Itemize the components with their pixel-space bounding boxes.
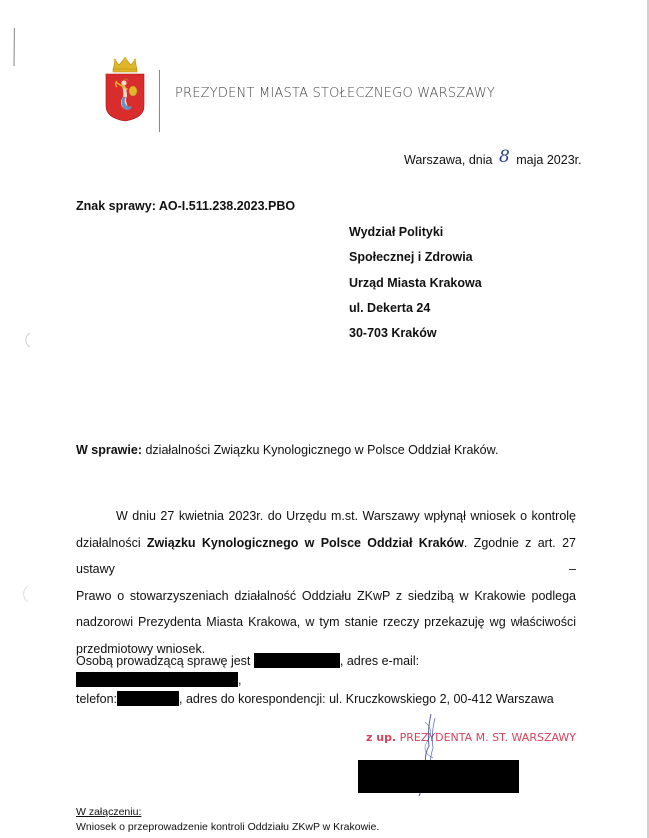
- stamp-text: PREZYDENTA M. ST. WARSZAWY: [399, 731, 576, 744]
- contact-text: Osobą prowadzącą sprawę jest: [76, 654, 251, 668]
- scan-artifact-mark: [13, 28, 16, 66]
- warsaw-coat-of-arms-logo: [103, 56, 147, 122]
- recipient-line: Społecznej i Zdrowia: [349, 250, 473, 265]
- contact-text: , adres do korespondencji: ul. Kruczkowskiego 2, 00-412 Warszawa: [179, 692, 554, 706]
- redaction-block-email: [76, 672, 238, 687]
- recipient-line: Urząd Miasta Krakowa: [349, 275, 482, 290]
- redaction-block-name: [254, 653, 340, 668]
- body-line: W dniu 27 kwietnia 2023r. do Urzędu m.st. Warszawy wpłynął wniosek o kontrolę: [116, 509, 576, 523]
- recipient-address: [349, 220, 482, 346]
- date-prefix: Warszawa, dnia: [404, 153, 493, 167]
- recipient-line: 30-703 Kraków: [349, 326, 437, 341]
- letter-body: [76, 503, 576, 663]
- header-divider: [159, 70, 160, 132]
- contact-text: , adres e-mail:: [339, 654, 420, 668]
- body-text: . Zgodnie z art. 27 ustawy –: [76, 535, 576, 577]
- recipient-line: Wydział Polityki: [349, 225, 444, 239]
- issuer-name: PREZYDENT MIASTA STOŁECZNEGO WARSZAWY: [175, 86, 496, 101]
- body-text: działalności: [76, 535, 147, 550]
- subject-label: W sprawie:: [76, 443, 142, 457]
- stamp-prefix: z up.: [366, 731, 397, 744]
- handwritten-day: 8: [498, 147, 510, 167]
- body-line: [76, 530, 576, 583]
- case-number: Znak sprawy: AO-I.511.238.2023.PBO: [76, 199, 296, 213]
- attachment-heading: W załączeniu:: [76, 806, 142, 818]
- subject-line: [76, 443, 498, 457]
- body-line: nadzorowi Prezydenta Miasta Krakowa, w tym stanie rzeczy przekazuję wg właściwości: [76, 615, 576, 630]
- redaction-block-phone: [117, 691, 179, 706]
- subject-text: działalności Związku Kynologicznego w Polsce Oddział Kraków.: [145, 443, 499, 457]
- scan-artifact-punch: [16, 330, 36, 350]
- redaction-block-signatory: [358, 760, 519, 793]
- contact-text: ,: [238, 673, 242, 687]
- scan-artifact-punch: [16, 583, 34, 605]
- authorization-stamp: [366, 731, 576, 744]
- date-suffix: maja 2023r.: [516, 153, 582, 167]
- body-line: Prawo o stowarzyszeniach działalność Oddziału ZKwP z siedzibą w Krakowie podlega: [76, 588, 576, 603]
- contact-info: [76, 652, 576, 709]
- contact-text: telefon:: [76, 692, 118, 706]
- body-line: przedmiotowy wniosek.: [76, 641, 206, 656]
- body-bold-organization: Związku Kynologicznego w Polsce Oddział Kraków: [146, 535, 464, 550]
- attachment-item: Wniosek o przeprowadzenie kontroli Oddziału ZKwP w Krakowie.: [76, 821, 380, 833]
- recipient-line: ul. Dekerta 24: [349, 300, 431, 315]
- place-and-date: [404, 149, 582, 169]
